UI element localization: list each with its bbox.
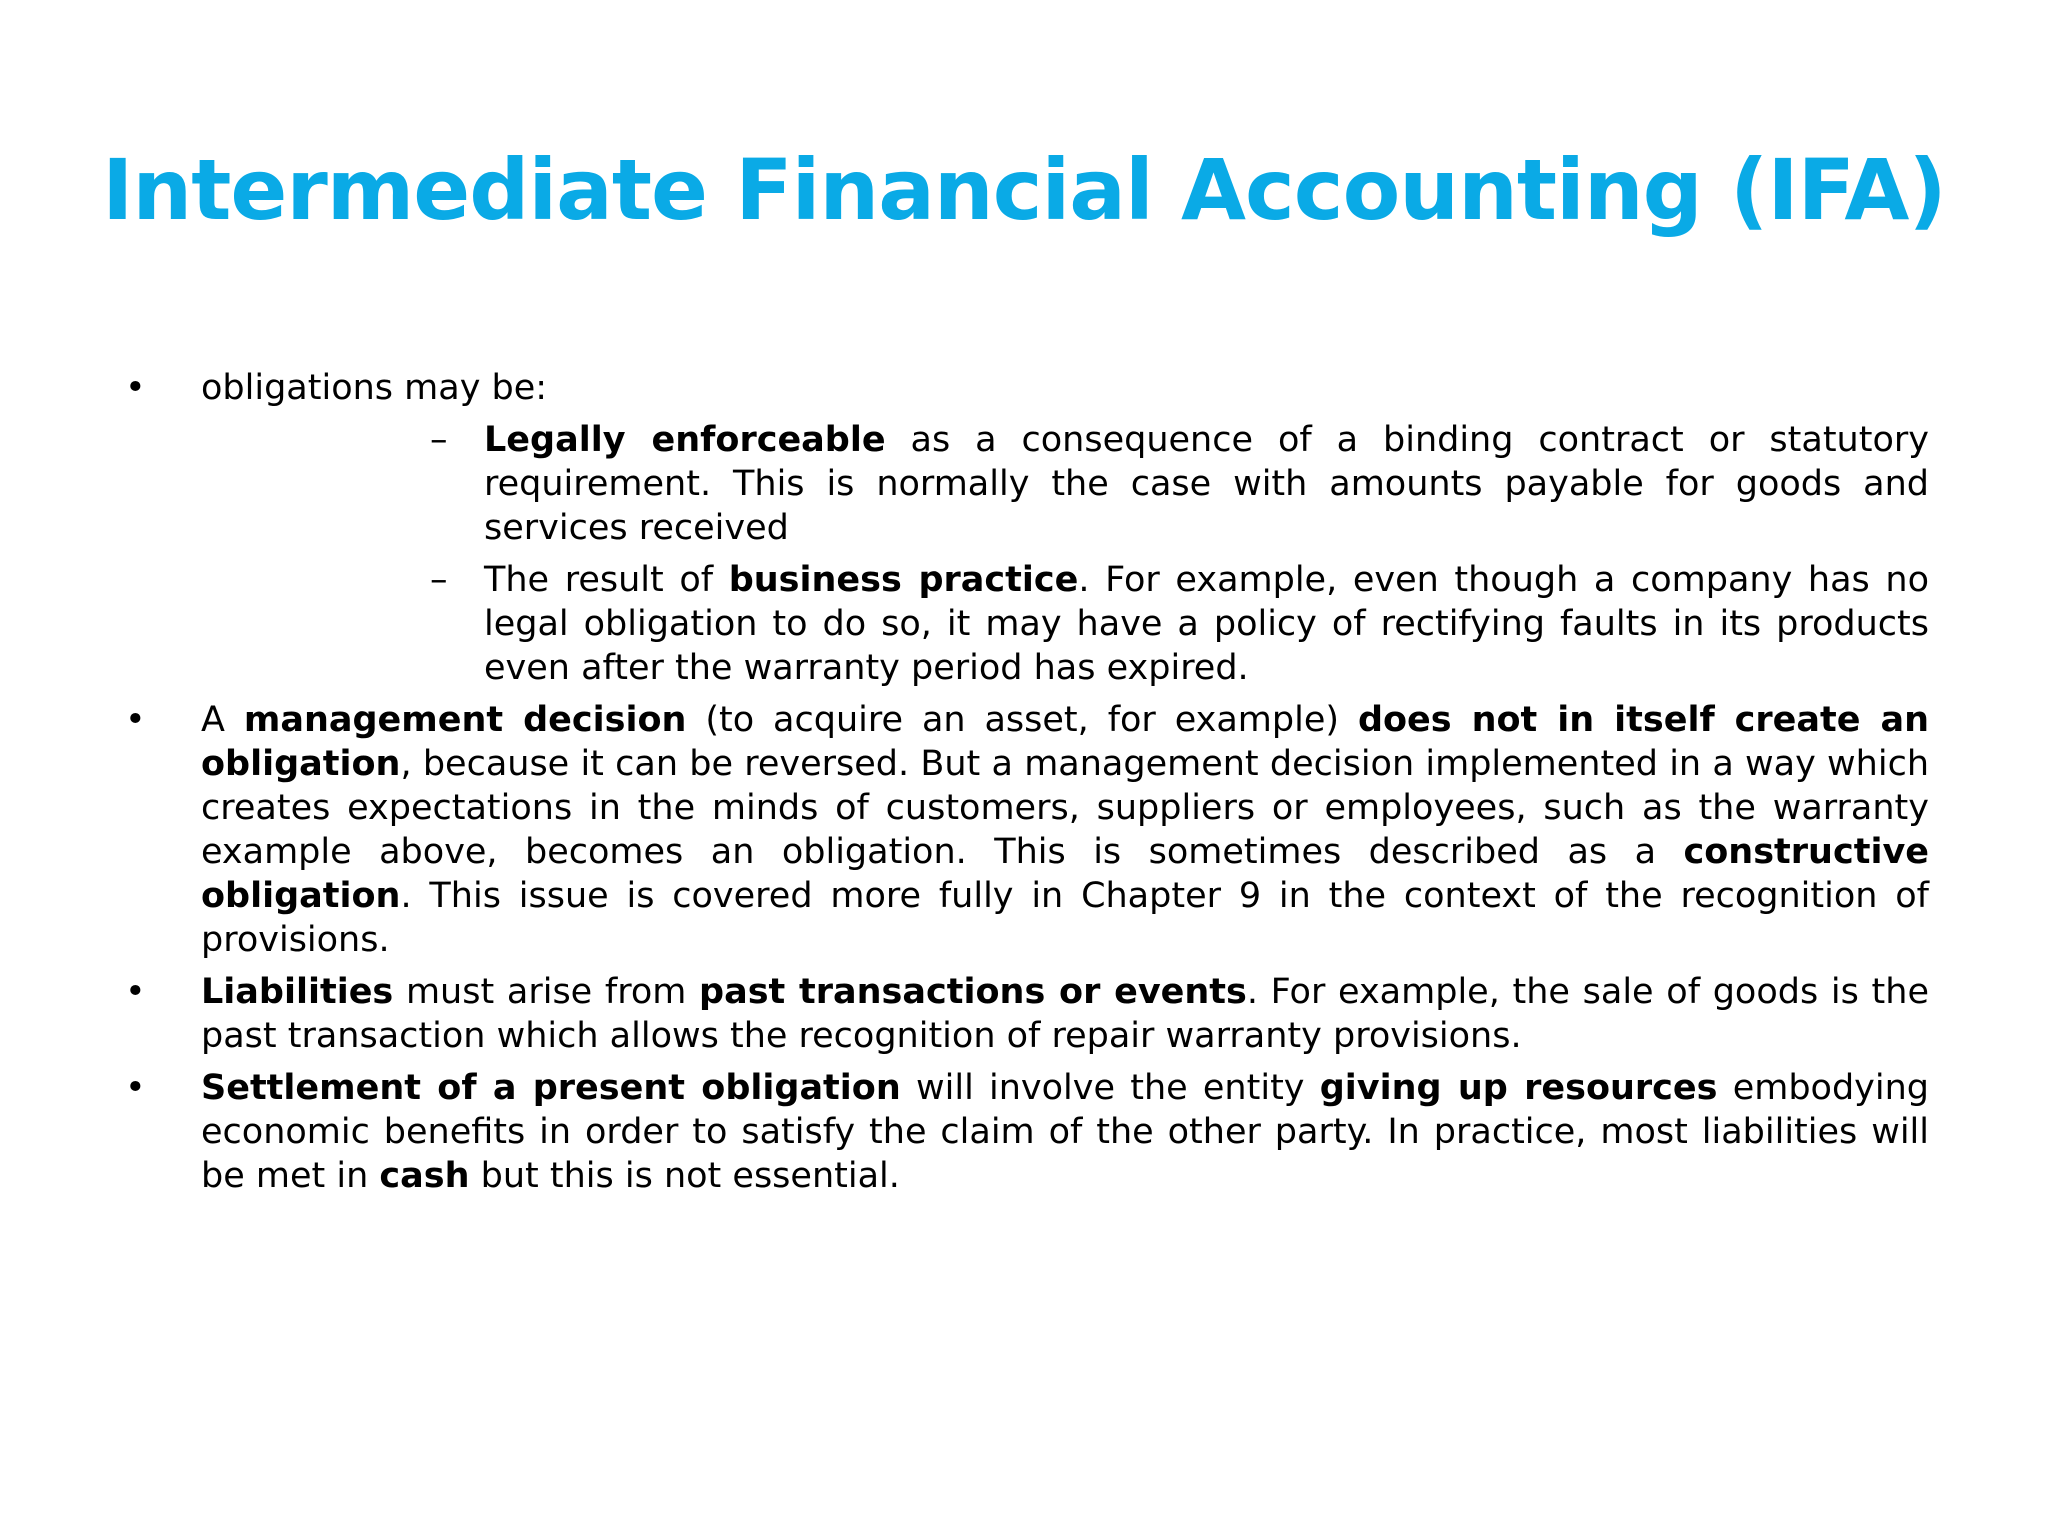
bullet-management-decision (125, 698, 1929, 962)
bold-term: past transactions or events (699, 972, 1247, 1012)
subitem-text: . For example, even though a company has no legal obligation to do so, it may have a policy of rectifying faults in its products even after the warranty period has expired. (484, 560, 1929, 688)
bullet-text: but this is not essential. (469, 1156, 900, 1196)
bullet-settlement (125, 1066, 1930, 1198)
bullet-obligations (125, 366, 1929, 410)
bullet-text: (to acquire an asset, for example) (686, 700, 1358, 740)
dash-marker: – (430, 420, 448, 460)
bullet-text: obligations may be: (201, 368, 548, 408)
bullet-marker: • (125, 368, 146, 408)
bold-term: management decision (243, 700, 687, 740)
bullet-text: must arise from (393, 972, 700, 1012)
bold-term: Liabilities (201, 972, 394, 1012)
slide-title: Intermediate Financial Accounting (IFA) (102, 141, 1946, 239)
bold-term: Settlement of a present obligation (201, 1068, 901, 1108)
bullet-liabilities (125, 970, 1929, 1058)
bold-term: business practice (728, 560, 1079, 600)
bold-term: constructive obligation (201, 832, 1929, 916)
bullet-text: , because it can be reversed. But a management decision implemented in a way which creates expectations in the minds of customers, suppliers or employees, such as the warranty example above, becomes an obligation. This is sometimes described as a (201, 744, 1929, 872)
bold-term: does not in itself create an obligation (201, 700, 1929, 784)
bullet-marker: • (125, 972, 146, 1012)
dash-marker: – (430, 560, 448, 600)
bullet-marker: • (125, 700, 146, 740)
subitem-legally-enforceable (430, 418, 1929, 550)
bold-term: giving up resources (1319, 1068, 1718, 1108)
bullet-text: embodying economic benefits in order to satisfy the claim of the other party. In practice, most liabilities will be met in (201, 1068, 1930, 1196)
bullet-text: . For example, the sale of goods is the past transaction which allows the recognition of repair warranty provisions. (201, 972, 1929, 1056)
subitem-business-practice (430, 558, 1929, 690)
subitem-text: as a consequence of a binding contract or statutory requirement. This is normally the case with amounts payable for goods and services received (484, 420, 1929, 548)
bold-term: cash (379, 1156, 470, 1196)
bullet-text: . This issue is covered more fully in Chapter 9 in the context of the recognition of provisions. (201, 876, 1929, 960)
bold-term: Legally enforceable (484, 420, 886, 460)
slide-body (0, 366, 2048, 1206)
bullet-text: A (201, 700, 244, 740)
bullet-text: will involve the entity (900, 1068, 1320, 1108)
bullet-marker: • (125, 1068, 146, 1108)
subitem-text: The result of (484, 560, 729, 600)
